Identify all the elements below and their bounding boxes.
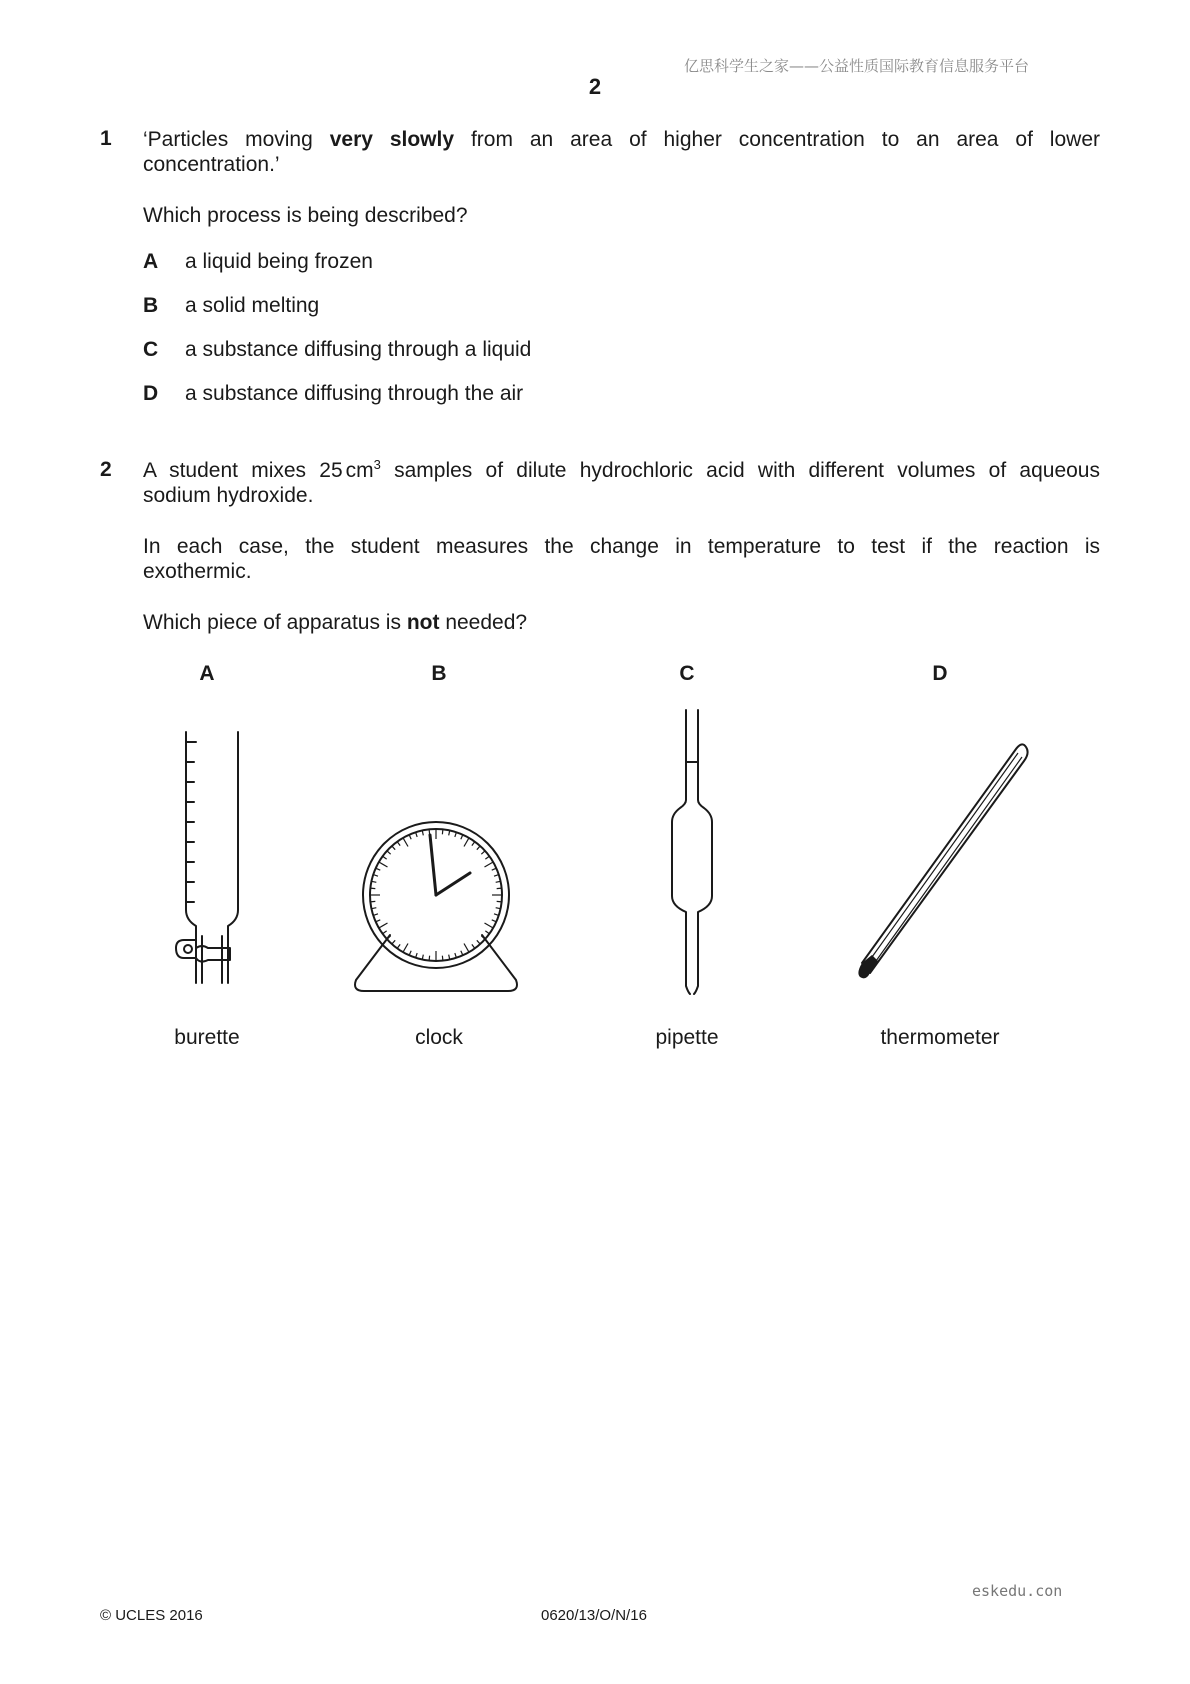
clock-tick (477, 940, 480, 944)
clock-tick (370, 901, 375, 902)
question-stem-line2: concentration.’ (143, 153, 280, 176)
clock-tick (485, 856, 489, 859)
clock-tick (379, 923, 388, 928)
option-letter-c: C (143, 338, 159, 361)
question-stem-line1: ‘Particles moving very slowly from an area of higher concentration to an area of lower (143, 128, 1100, 151)
clock-tick (383, 856, 387, 859)
clock-tick (461, 835, 463, 840)
question-stem-line2: sodium hydroxide. (143, 484, 314, 507)
clock-tick (370, 888, 375, 889)
apparatus-label-b: clock (415, 1026, 463, 1049)
apparatus-letter-c: C (679, 662, 695, 685)
clock-tick (379, 862, 388, 867)
clock-tick (455, 953, 457, 958)
question-prompt: Which piece of apparatus is not needed? (143, 611, 528, 634)
clock-tick (403, 943, 408, 952)
question-number: 1 (100, 127, 112, 150)
clock-tick (492, 920, 497, 922)
clock-tick (494, 914, 499, 916)
clock-tick (429, 956, 430, 961)
clock-tick (481, 851, 485, 854)
paper-code: 0620/13/O/N/16 (541, 1607, 647, 1624)
clock-tick (461, 951, 463, 956)
clock-icon (352, 815, 532, 998)
clock-tick (416, 953, 418, 958)
clock-tick (409, 951, 411, 956)
emphasis-text: very slowly (329, 128, 455, 151)
site-watermark: eskedu.con (972, 1582, 1063, 1600)
question-number: 2 (100, 458, 112, 481)
apparatus-label-d: thermometer (880, 1026, 1000, 1049)
clock-tick (497, 888, 502, 889)
clock-tick (442, 829, 443, 834)
option-text-c: a substance diffusing through a liquid (185, 338, 532, 361)
clock-tick (383, 931, 387, 934)
emphasis-text: not (406, 611, 440, 634)
clock-tick (494, 875, 499, 877)
question-paragraph-line2: exothermic. (143, 560, 252, 583)
clock-tick (373, 875, 378, 877)
clock-tick (373, 914, 378, 916)
clock-tick (392, 846, 395, 850)
option-letter-d: D (143, 382, 159, 405)
clock-tick (416, 832, 418, 837)
clock-tick (464, 838, 469, 847)
clock-tick (484, 862, 493, 867)
copyright-text: © UCLES 2016 (100, 1607, 203, 1624)
option-text-b: a solid melting (185, 294, 320, 317)
option-letter-a: A (143, 250, 159, 273)
apparatus-letter-b: B (431, 662, 447, 685)
clock-tick (409, 835, 411, 840)
clock-tick (387, 851, 391, 854)
clock-tick (472, 842, 475, 846)
apparatus-label-a: burette (174, 1026, 240, 1049)
apparatus-label-c: pipette (655, 1026, 719, 1049)
clock-tick (403, 838, 408, 847)
clock-tick (472, 944, 475, 948)
clock-tick (455, 832, 457, 837)
clock-tick (485, 931, 489, 934)
page-number: 2 (588, 74, 602, 99)
clock-tick (477, 846, 480, 850)
question-paragraph-line1: In each case, the student measures the change in temperature to test if the reaction is (143, 535, 1100, 558)
clock-tick (397, 944, 400, 948)
question-stem-line1: A student mixes 25 $cm^3$ samples of dilute hydrochloric acid with different volumes of aqueous (143, 457, 1100, 482)
option-letter-b: B (143, 294, 159, 317)
watermark-text: 亿思科学生之家——公益性质国际教育信息服务平台 (684, 57, 1030, 75)
option-text-a: a liquid being frozen (185, 250, 373, 273)
clock-tick (392, 940, 395, 944)
clock-tick (397, 842, 400, 846)
question-prompt: Which process is being described? (143, 204, 468, 227)
apparatus-letter-a: A (199, 662, 215, 685)
apparatus-letter-d: D (932, 662, 948, 685)
option-text-d: a substance diffusing through the air (185, 382, 524, 405)
burette-icon (168, 728, 248, 993)
clock-tick (376, 920, 381, 922)
clock-tick (492, 868, 497, 870)
clock-tick (464, 943, 469, 952)
thermometer-icon (850, 735, 1030, 980)
pipette-icon (668, 708, 718, 996)
clock-tick (497, 901, 502, 902)
clock-tick (484, 923, 493, 928)
clock-tick (442, 956, 443, 961)
clock-tick (376, 868, 381, 870)
